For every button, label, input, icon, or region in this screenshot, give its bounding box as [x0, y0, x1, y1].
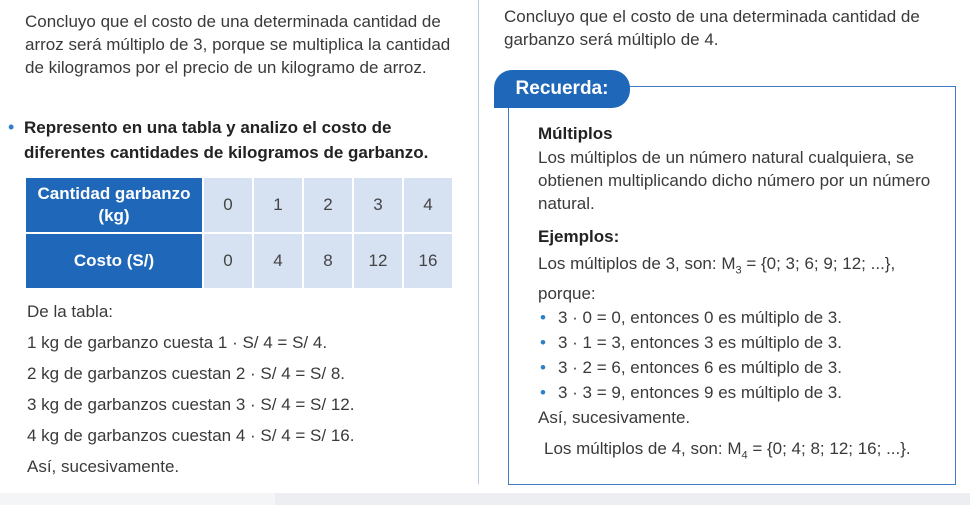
table-cell: 8	[303, 233, 353, 289]
m4-subscript: 4	[741, 449, 748, 462]
m3-prefix: Los múltiplos de 3, son: M	[538, 254, 736, 273]
ejemplos-heading: Ejemplos:	[538, 227, 620, 246]
list-item-text: 3 · 2 = 6, entonces 6 es múltiplo de 3.	[558, 358, 842, 378]
m4-prefix: Los múltiplos de 4, son: M	[544, 439, 742, 459]
note-line: Así, sucesivamente.	[27, 457, 180, 476]
bullet-dot-icon: •	[540, 308, 546, 328]
multiplos-heading: Múltiplos	[538, 124, 613, 143]
note-line: 2 kg de garbanzos cuestan 2 · S/ 4 = S/ 8.	[27, 364, 346, 383]
note-line: 3 kg de garbanzos cuestan 3 · S/ 4 = S/ 12.	[27, 395, 355, 414]
m4-suffix: = {0; 4; 8; 12; 16; ...}.	[747, 439, 911, 459]
left-column	[0, 0, 478, 490]
multiples-list	[538, 305, 948, 405]
list-item-text: 3 · 0 = 0, entonces 0 es múltiplo de 3.	[558, 308, 842, 328]
table-row-cost	[25, 233, 453, 289]
bullet-dot-icon: •	[8, 117, 15, 137]
m3-subscript: 3	[735, 264, 742, 277]
table-cell: 2	[303, 177, 353, 233]
cost-table	[24, 176, 454, 290]
m3-suffix: = {0; 3; 6; 9; 12; ...},	[741, 254, 896, 273]
table-cell: 4	[253, 233, 303, 289]
note-line: De la tabla:	[27, 302, 113, 321]
list-item	[538, 380, 948, 405]
porque-line: porque:	[538, 284, 596, 304]
m4-line	[544, 436, 948, 468]
note-line: 4 kg de garbanzos cuestan 4 · S/ 4 = S/ 16.	[27, 426, 355, 445]
right-intro-paragraph: Concluyo que el costo de una determinada cantidad de garbanzo será múltiplo de 4.	[504, 7, 920, 49]
table-cell: 1	[253, 177, 303, 233]
list-item	[538, 355, 948, 380]
table-cell: 0	[203, 233, 253, 289]
list-item	[538, 305, 948, 330]
multiplos-definition: Los múltiplos de un número natural cualquiera, se obtienen multiplicando dicho número por un número natural.	[538, 148, 931, 213]
table-cell: 0	[203, 177, 253, 233]
table-row-quantity	[25, 177, 453, 233]
bottom-bar-segment	[0, 493, 275, 505]
list-item-text: 3 · 1 = 3, entonces 3 es múltiplo de 3.	[558, 333, 842, 353]
bullet-heading-text: Represento en una tabla y analizo el costo de diferentes cantidades de kilogramos de garbanzo.	[24, 118, 429, 162]
table-cell: 3	[353, 177, 403, 233]
column-divider	[478, 0, 479, 484]
sucesivamente-line: Así, sucesivamente.	[538, 408, 691, 428]
recuerda-content	[538, 122, 948, 469]
bullet-dot-icon: •	[540, 333, 546, 353]
m3-line	[538, 252, 948, 282]
note-line: 1 kg de garbanzo cuesta 1 · S/ 4 = S/ 4.	[27, 333, 328, 352]
row-header-quantity: Cantidad garbanzo (kg)	[25, 177, 203, 233]
bullet-dot-icon: •	[540, 358, 546, 378]
table-notes	[27, 296, 467, 482]
table-cell: 4	[403, 177, 453, 233]
table-cell: 12	[353, 233, 403, 289]
bullet-dot-icon: •	[540, 383, 546, 403]
recuerda-tab: Recuerda:	[494, 70, 630, 108]
table-cell: 16	[403, 233, 453, 289]
row-header-cost: Costo (S/)	[25, 233, 203, 289]
intro-paragraph: Concluyo que el costo de una determinada cantidad de arroz será múltiplo de 3, porque se multiplica la cantidad de kilogramos por el precio de un kilogramo de arroz.	[25, 12, 451, 77]
list-item	[538, 330, 948, 355]
list-item-text: 3 · 3 = 9, entonces 9 es múltiplo de 3.	[558, 383, 842, 403]
